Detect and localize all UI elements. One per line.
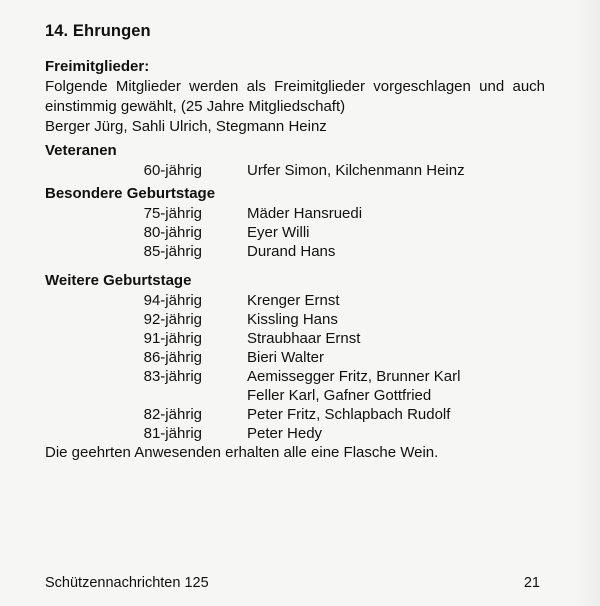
section-heading: 14. Ehrungen [45,22,151,40]
list-item [45,242,545,261]
age-label [45,386,202,405]
veteranen-section [45,141,545,180]
list-item [45,329,545,348]
age-label: 94-jährig [143,292,202,309]
besondere-title: Besondere Geburtstage [45,185,216,202]
age-label: 91-jährig [143,330,202,347]
list-item [45,223,545,242]
list-item [45,291,545,310]
list-item [45,405,545,424]
list-item [45,204,545,223]
honoree-names: Straubhaar Ernst [247,330,361,347]
age-label: 81-jährig [143,425,202,442]
honoree-names: Peter Hedy [247,425,323,442]
honoree-names: Krenger Ernst [247,292,340,309]
age-label: 83-jährig [143,368,202,385]
veteranen-title: Veteranen [45,142,117,159]
age-label: 82-jährig [143,406,202,423]
honoree-names: Durand Hans [247,243,336,260]
list-item [45,367,545,386]
age-label: 80-jährig [143,224,202,241]
freimitglieder-names: Berger Jürg, Sahli Ulrich, Stegmann Heinz [45,118,327,135]
freimitglieder-text: Folgende Mitglieder werden als Freimitglieder vorgeschlagen und auch einstimmig gewählt, (25 Jahre Mitgliedschaft) [45,78,545,115]
age-label: 75-jährig [143,205,202,222]
honoree-names: Bieri Walter [247,349,324,366]
list-item [45,424,545,443]
age-label: 85-jährig [143,243,202,260]
page-number: 21 [523,575,540,591]
honoree-names: Mäder Hansruedi [247,205,363,222]
age-label: 86-jährig [143,349,202,366]
page-footer [45,574,540,592]
age-label: 92-jährig [143,311,202,328]
honoree-names: Peter Fritz, Schlapbach Rudolf [247,406,451,423]
list-item [45,386,545,405]
honoree-names: Aemissegger Fritz, Brunner Karl [247,368,461,385]
age-label: 60-jährig [143,162,202,179]
page-edge [574,0,600,606]
list-item [45,310,545,329]
besondere-geburtstage-section [45,184,545,261]
weitere-title: Weitere Geburtstage [45,272,192,289]
honoree-names: Feller Karl, Gafner Gottfried [247,387,432,404]
freimitglieder-section [45,57,545,137]
weitere-geburtstage-section [45,271,545,443]
freimitglieder-title: Freimitglieder: [45,58,150,75]
list-item [45,161,545,180]
honoree-names: Kissling Hans [247,311,338,328]
content [45,22,545,463]
closing-text: Die geehrten Anwesenden erhalten alle eine Flasche Wein. [45,444,439,461]
honoree-names: Eyer Willi [247,224,310,241]
publication-name: Schützennachrichten 125 [45,575,209,591]
honoree-names: Urfer Simon, Kilchenmann Heinz [247,162,465,179]
list-item [45,348,545,367]
